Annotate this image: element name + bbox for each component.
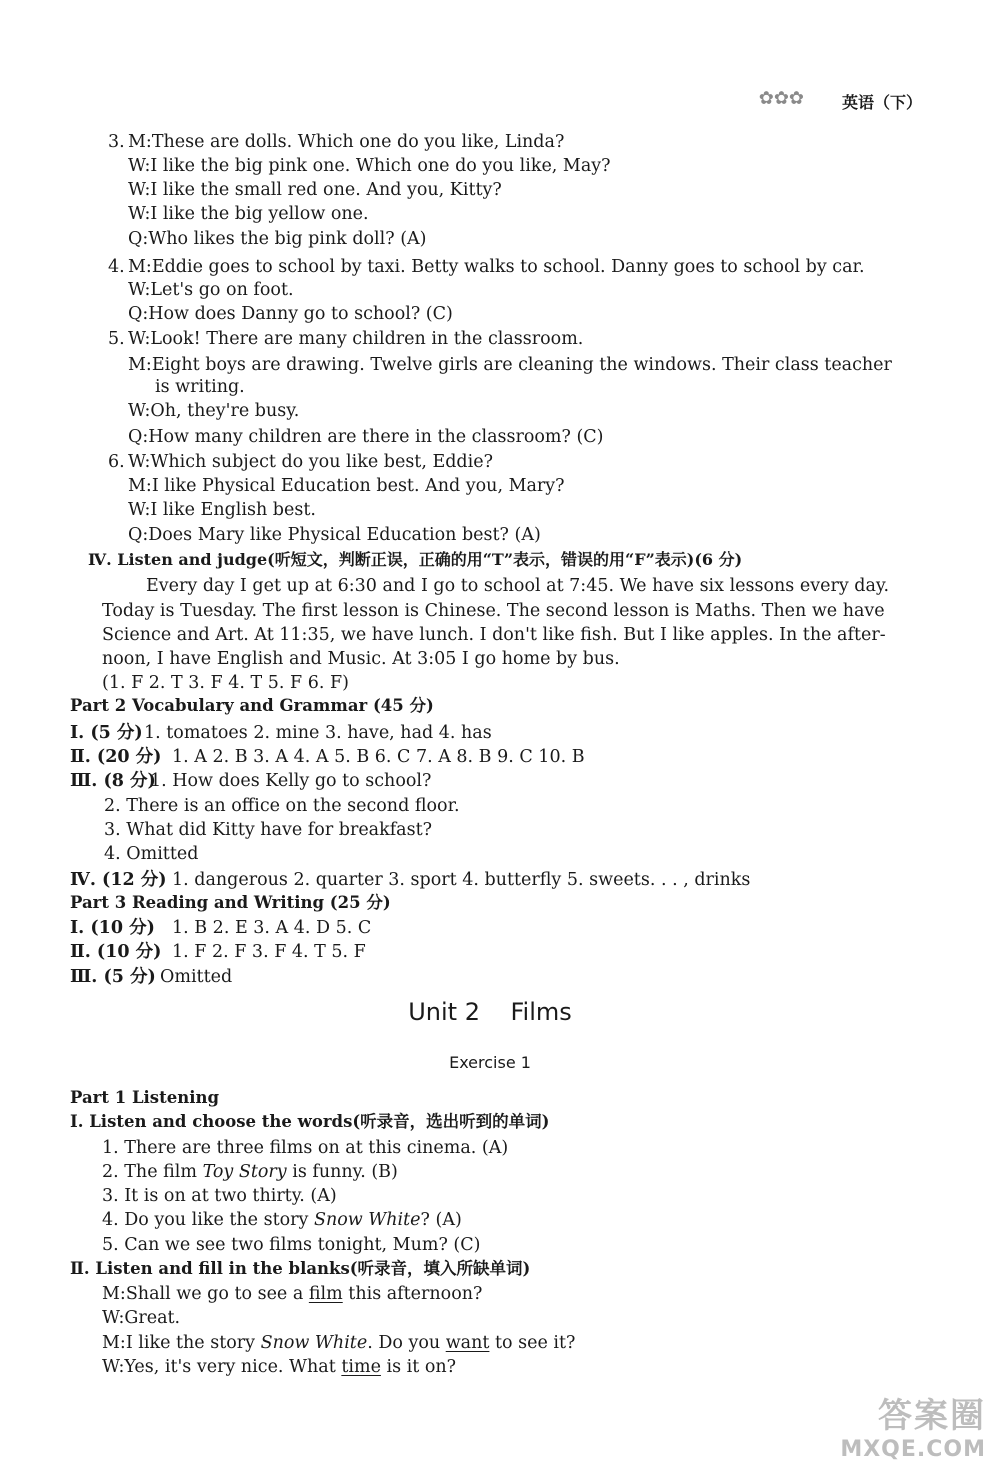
part-heading: Part 1 Listening: [70, 1088, 220, 1107]
story-title: Snow White: [313, 1210, 421, 1230]
q4-number: 4.: [108, 257, 125, 277]
q5-line: W:Look! There are many children in the classroom.: [128, 329, 584, 349]
answer-line: 3. What did Kitty have for breakfast?: [104, 820, 433, 840]
watermark-logo: 答案圈 MXQE.COM: [840, 1396, 986, 1462]
answer-label: Ⅲ. (5 分): [70, 967, 156, 987]
exercise-title: Exercise 1: [449, 1053, 531, 1072]
part-heading: Part 2 Vocabulary and Grammar (45 分): [70, 696, 434, 715]
passage-line: Today is Tuesday. The first lesson is Chinese. The second lesson is Maths. Then we have: [102, 601, 885, 621]
q5-line: Q:How many children are there in the classroom? (C): [128, 427, 604, 447]
q4-line: M:Eddie goes to school by taxi. Betty walks to school. Danny goes to school by car.: [128, 257, 865, 277]
answer-line: 4. Omitted: [104, 844, 199, 864]
answer-label: Ⅲ. (8 分): [70, 771, 156, 791]
answer-line: (1. F 2. T 3. F 4. T 5. F 6. F): [102, 673, 349, 693]
q3-line: W:I like the big yellow one.: [128, 204, 369, 224]
q6-line: W:Which subject do you like best, Eddie?: [128, 452, 493, 472]
q5-number: 5.: [108, 329, 125, 349]
q6-number: 6.: [108, 452, 125, 472]
q6-line: M:I like Physical Education best. And you, Mary?: [128, 476, 565, 496]
section-heading: Ⅰ. Listen and choose the words(听录音，选出听到的单词): [70, 1112, 550, 1131]
answer-line: 1. tomatoes 2. mine 3. have, had 4. has: [144, 723, 492, 743]
q5-line: is writing.: [155, 377, 245, 397]
q3-number: 3.: [108, 132, 125, 152]
question-line: 3. It is on at two thirty. (A): [102, 1186, 337, 1206]
q3-line: W:I like the small red one. And you, Kitty?: [128, 180, 502, 200]
answer-label: Ⅳ. (12 分): [70, 870, 167, 890]
q3-line: M:These are dolls. Which one do you like, Linda?: [128, 132, 565, 152]
part-heading: Part 3 Reading and Writing (25 分): [70, 893, 391, 912]
q4-line: W:Let's go on foot.: [128, 280, 294, 300]
answer-line: 2. There is an office on the second floor.: [104, 796, 460, 816]
q4-line: Q:How does Danny go to school? (C): [128, 304, 453, 324]
header-decoration: ✿✿✿: [758, 88, 804, 109]
question-line: 1. There are three films on at this cinema. (A): [102, 1138, 509, 1158]
passage-line: noon, I have English and Music. At 3:05 I go home by bus.: [102, 649, 620, 669]
answer-label: Ⅱ. (10 分): [70, 942, 162, 962]
q3-line: W:I like the big pink one. Which one do you like, May?: [128, 156, 611, 176]
film-title: Toy Story: [202, 1162, 287, 1182]
blank-answer: want: [445, 1333, 490, 1353]
answer-label: Ⅰ. (5 分): [70, 723, 143, 743]
question-line: 4. Do you like the story Snow White? (A): [102, 1210, 462, 1230]
dialogue-line: W:Great.: [102, 1308, 181, 1328]
section-heading: Ⅳ. Listen and judge(听短文，判断正误，正确的用“T”表示，错误的用“F”表示)(6 分): [88, 550, 743, 569]
answer-label: Ⅱ. (20 分): [70, 747, 162, 767]
dialogue-line: M:I like the story Snow White. Do you want to see it?: [102, 1333, 576, 1353]
answer-line: 1. A 2. B 3. A 4. A 5. B 6. C 7. A 8. B 9. C 10. B: [172, 747, 585, 767]
dialogue-line: M:Shall we go to see a film this afternoon?: [102, 1284, 483, 1304]
section-heading: Ⅱ. Listen and fill in the blanks(听录音，填入所缺单词): [70, 1259, 531, 1278]
story-title: Snow White: [260, 1333, 368, 1353]
answer-line: 1. F 2. F 3. F 4. T 5. F: [172, 942, 366, 962]
q3-line: Q:Who likes the big pink doll? (A): [128, 229, 427, 249]
answer-line: 1. dangerous 2. quarter 3. sport 4. butterfly 5. sweets. . . , drinks: [172, 870, 751, 890]
q6-line: Q:Does Mary like Physical Education best? (A): [128, 525, 541, 545]
answer-line: 1. How does Kelly go to school?: [150, 771, 432, 791]
blank-answer: time: [341, 1357, 381, 1377]
unit-title: Unit 2 Films: [408, 998, 572, 1026]
answer-label: Ⅰ. (10 分): [70, 918, 155, 938]
passage-line: Science and Art. At 11:35, we have lunch. I don't like fish. But I like apples. In the after-: [102, 625, 886, 645]
question-line: 5. Can we see two films tonight, Mum? (C): [102, 1235, 481, 1255]
q6-line: W:I like English best.: [128, 500, 316, 520]
blank-answer: film: [308, 1284, 343, 1304]
answer-line: 1. B 2. E 3. A 4. D 5. C: [172, 918, 372, 938]
question-line: 2. The film Toy Story is funny. (B): [102, 1162, 398, 1182]
dialogue-line: W:Yes, it's very nice. What time is it on?: [102, 1357, 457, 1377]
page-header-title: 英语（下）: [841, 93, 922, 112]
q5-line: M:Eight boys are drawing. Twelve girls are cleaning the windows. Their class teacher: [128, 355, 892, 375]
answer-line: Omitted: [160, 967, 233, 987]
passage-line: Every day I get up at 6:30 and I go to school at 7:45. We have six lessons every day.: [146, 576, 890, 596]
q5-line: W:Oh, they're busy.: [128, 401, 300, 421]
